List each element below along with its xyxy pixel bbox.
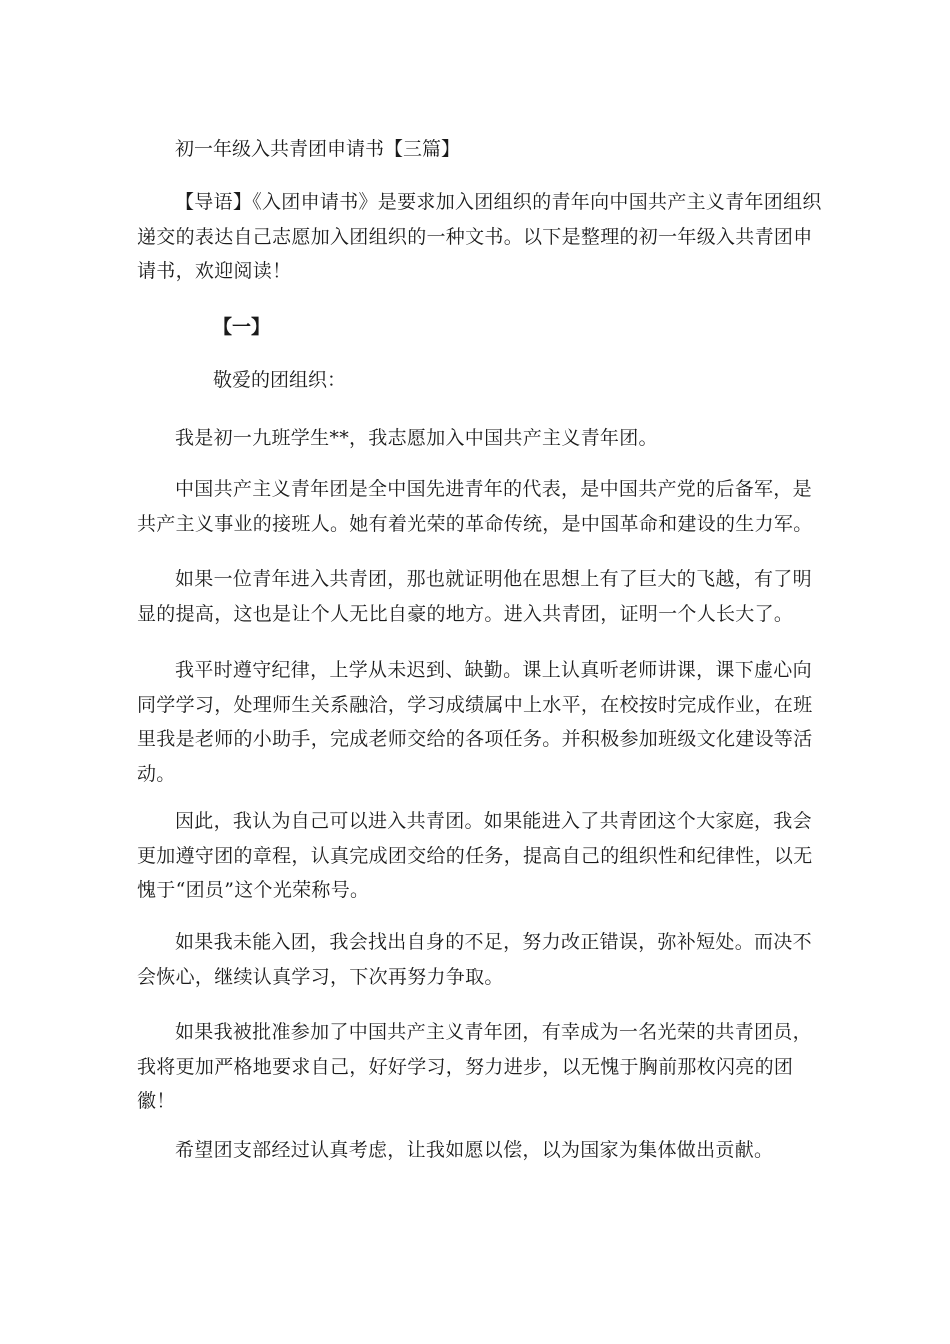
section-heading: 【一】	[213, 316, 271, 338]
document-title: 初一年级入共青团申请书【三篇】	[175, 138, 461, 160]
body-paragraph: 因此，我认为自己可以进入共青团。如果能进入了共青团这个大家庭，我会更加遵守团的章程，认真完成团交给的任务，提高自己的组织性和纪律性，以无愧于“团员”这个光荣称号。	[137, 810, 813, 901]
body-paragraph: 如果一位青年进入共青团，那也就证明他在思想上有了巨大的飞越，有了明显的提高，这也是让个人无比自豪的地方。进入共青团，证明一个人长大了。	[137, 568, 812, 625]
body-paragraph: 中国共产主义青年团是全中国先进青年的代表，是中国共产党的后备军，是共产主义事业的接班人。她有着光荣的革命传统，是中国革命和建设的生力军。	[137, 478, 813, 535]
intro-paragraph: 【导语】《入团申请书》是要求加入团组织的青年向中国共产主义青年团组织递交的表达自己志愿加入团组织的一种文书。以下是整理的初一年级入共青团申请书，欢迎阅读！	[137, 191, 822, 282]
body-paragraph: 如果我被批准参加了中国共产主义青年团，有幸成为一名光荣的共青团员，我将更加严格地要求自己，好好学习，努力进步，以无愧于胸前那枚闪亮的团徽！	[137, 1021, 812, 1112]
body-paragraph: 我平时遵守纪律，上学从未迟到、缺勤。课上认真听老师讲课，课下虚心向同学学习，处理师生关系融洽，学习成绩属中上水平，在校按时完成作业，在班里我是老师的小助手，完成老师交给的各项任务。并积极参加班级文化建设等活动。	[137, 659, 813, 785]
salutation: 敬爱的团组织：	[213, 369, 347, 391]
body-paragraph: 希望团支部经过认真考虑，让我如愿以偿，以为国家为集体做出贡献。	[175, 1139, 774, 1161]
body-paragraph: 我是初一九班学生**，我志愿加入中国共产主义青年团。	[175, 427, 658, 449]
body-paragraph: 如果我未能入团，我会找出自身的不足，努力改正错误，弥补短处。而决不会恢心，继续认真学习，下次再努力争取。	[137, 931, 812, 988]
